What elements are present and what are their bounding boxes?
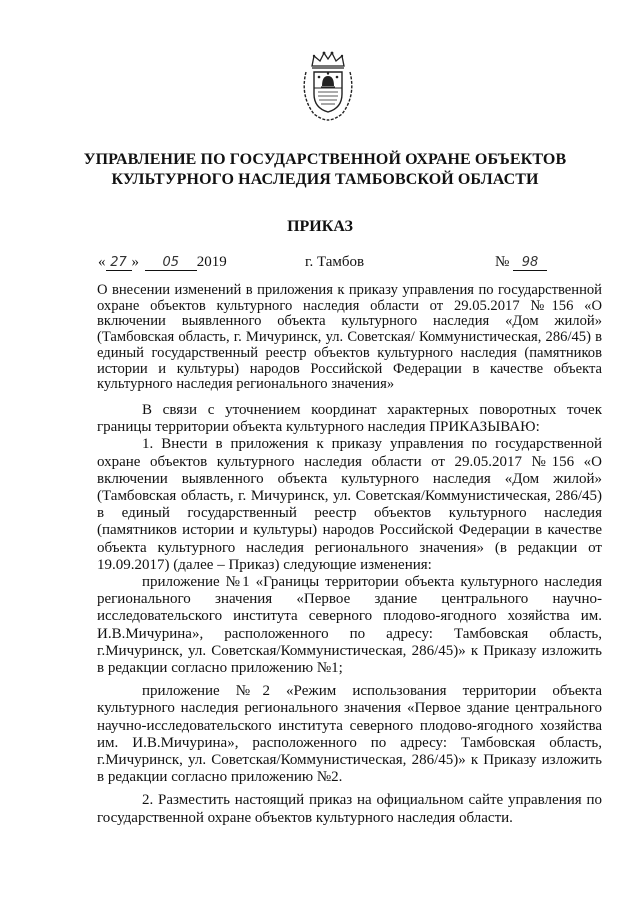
body-paragraph-appendix-2: приложение №2 «Режим использования территории объекта культурного наследия регионального значения «Первое здание центрального научно-исследовательского института северного плодово-ягодного хозяйства им. И.В.Мичурина», расположенного по адресу: Тамбовская область, г.Мичуринск, ул. Советская/Коммунистическая, 286/45)» к Приказу изложить в редакции согласно приложению №2. [97, 683, 602, 786]
order-body [97, 402, 602, 827]
tambov-coat-of-arms-icon [300, 50, 356, 122]
organization-name-line1: УПРАВЛЕНИЕ ПО ГОСУДАРСТВЕННОЙ ОХРАНЕ ОБЪЕКТОВ [83, 151, 567, 168]
order-date [98, 254, 227, 271]
organization-name-line2: КУЛЬТУРНОГО НАСЛЕДИЯ ТАМБОВСКОЙ ОБЛАСТИ [111, 171, 539, 188]
handwritten-number: 98 [513, 255, 547, 271]
order-city: г. Тамбов [305, 254, 365, 270]
body-paragraph-preamble: В связи с уточнением координат характерных поворотных точек границы территории объекта культурного наследия ПРИКАЗЫВАЮ: [97, 402, 602, 436]
body-paragraph-item-2: 2. Разместить настоящий приказ на официальном сайте управления по государственной охране объектов культурного наследия области. [97, 792, 602, 826]
body-paragraph-appendix-1: приложение №1 «Границы территории объекта культурного наследия регионального значения «Первое здание центрального научно-исследовательского института северного плодово-ягодного хозяйства им. И.В.Мичурина», расположенного по адресу: Тамбовская область, г.Мичуринск, ул. Советская/Коммунистическая, 286/45)» к Приказу изложить в редакции согласно приложению №1; [97, 574, 602, 677]
handwritten-day: 27 [106, 255, 132, 271]
order-year: 2019 [196, 254, 227, 270]
handwritten-month: 05 [145, 255, 197, 271]
order-number [495, 254, 547, 271]
organization-name [60, 150, 590, 190]
quote-close: » [131, 254, 139, 270]
quote-open: « [98, 254, 106, 270]
document-type: ПРИКАЗ [287, 218, 353, 235]
order-subject: О внесении изменений в приложения к приказу управления по государственной охране объектов культурного наследия области от 29.05.2017 №156 «О включении выявленного объекта культурного наследия «Дом жилой» (Тамбовская область, г. Мичуринск, ул. Советская/ Коммунистическая, 286/45) в единый государственный реестр объектов культурного наследия (памятников истории и культуры) народов Российской Федерации в качестве объекта культурного наследия регионального значения» [97, 282, 602, 393]
number-sign: № [495, 254, 510, 270]
body-paragraph-item-1: 1. Внести в приложения к приказу управления по государственной охране объектов культурного наследия области от 29.05.2017 №156 «О включении выявленного объекта культурного наследия «Дом жилой» (Тамбовская область, г. Мичуринск, ул. Советская/Коммунистическая, 286/45) в единый государственный реестр объектов культурного наследия (памятников истории и культуры) народов Российской Федерации в качестве объекта культурного наследия регионального значения» (в редакции от 19.09.2017) (далее – Приказ) следующие изменения: [97, 436, 602, 573]
